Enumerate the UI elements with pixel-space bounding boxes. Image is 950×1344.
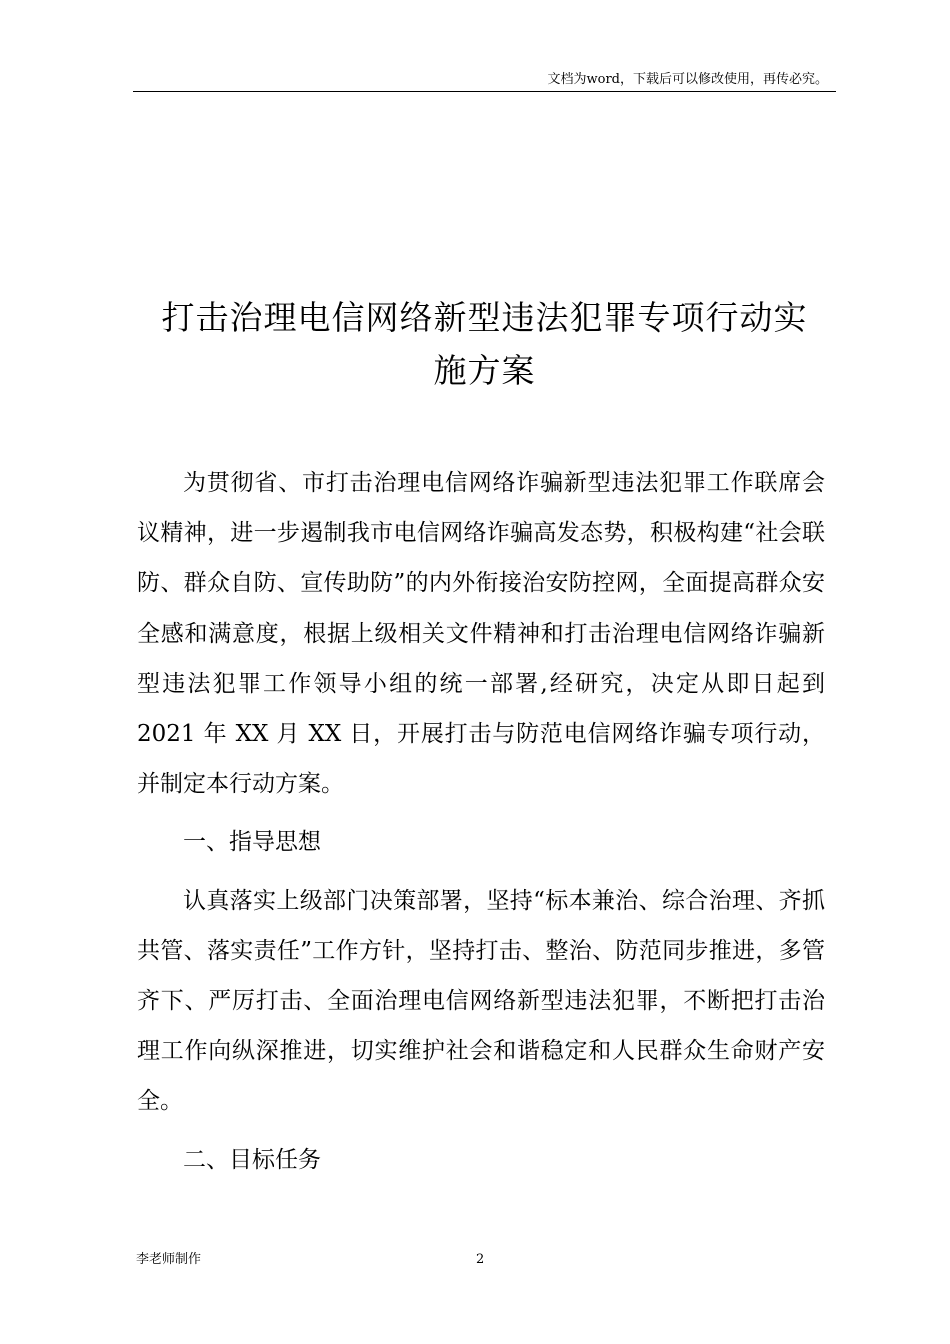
header-divider bbox=[133, 91, 836, 92]
page-number: 2 bbox=[476, 1252, 485, 1267]
document-title bbox=[133, 291, 836, 397]
document-body bbox=[137, 458, 825, 1185]
section-heading-goals-tasks: 二、目标任务 bbox=[183, 1146, 321, 1173]
document-title-line-2: 施方案 bbox=[433, 351, 536, 390]
section-heading-guiding-ideology: 一、指导思想 bbox=[183, 829, 321, 856]
intro-paragraph: 为贯彻省、市打击治理电信网络诈骗新型违法犯罪工作联席会议精神，进一步遏制我市电信网络诈骗高发态势，积极构建“社会联防、群众自防、宣传助防”的内外衔接治安防控网，全面提高群众安全感和满意度，根据上级相关文件精神和打击治理电信网络诈骗新型违法犯罪工作领导小组的统一部署,经研究，决定从即日起到 2021 年 XX 月 XX 日，开展打击与防范电信网络诈骗专项行动，并制定本行动方案。 bbox=[137, 470, 825, 798]
document-title-line-1: 打击治理电信网络新型违法犯罪专项行动实 bbox=[161, 298, 808, 337]
footer-author: 李老师制作 bbox=[136, 1252, 202, 1267]
page-header-note: 文档为word，下载后可以修改使用，再传必究。 bbox=[547, 72, 828, 87]
guiding-ideology-paragraph: 认真落实上级部门决策部署，坚持“标本兼治、综合治理、齐抓共管、落实责任”工作方针，坚持打击、整治、防范同步推进，多管齐下、严厉打击、全面治理电信网络新型违法犯罪，不断把打击治理工作向纵深推进，切实维护社会和谐稳定和人民群众生命财产安全。 bbox=[137, 887, 825, 1115]
